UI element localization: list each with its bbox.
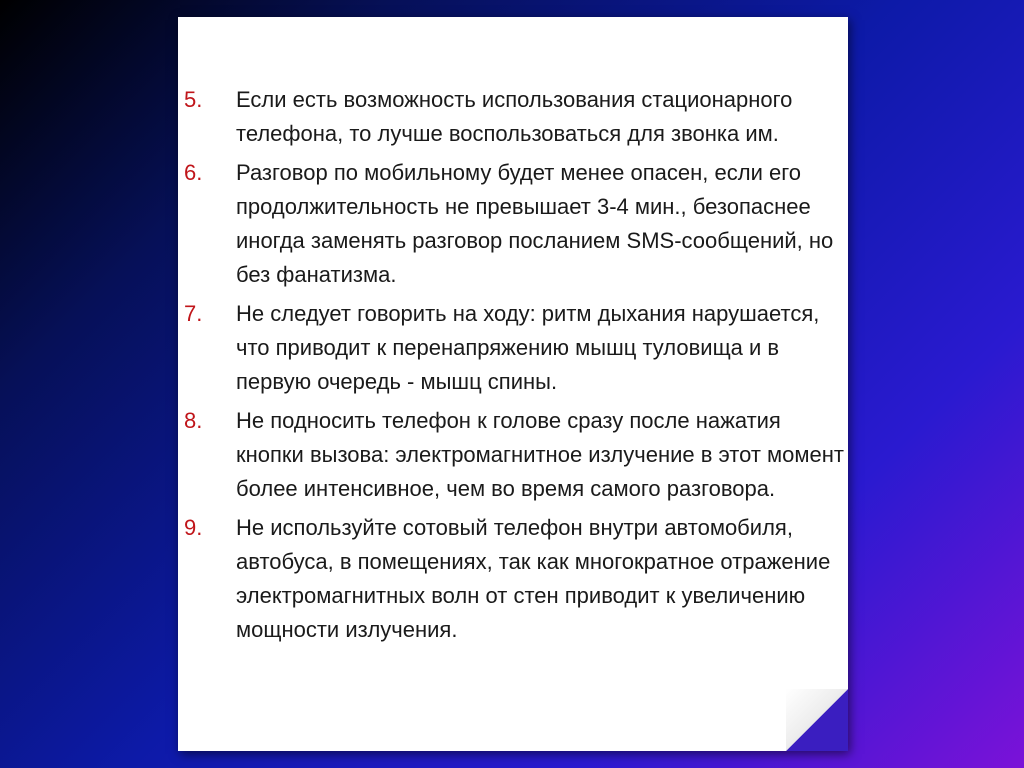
- list-item-number: 8.: [184, 408, 203, 433]
- list-item-text: Не используйте сотовый телефон внутри автомобиля, автобуса, в помещениях, так как многократное отражение электромагнитных волн от стен приводит к увеличению мощности излучения.: [236, 515, 831, 642]
- list-item-text: Не подносить телефон к голове сразу после нажатия кнопки вызова: электромагнитное излучение в этот момент более интенсивное, чем во время самого разговора.: [236, 408, 844, 501]
- list-item: [184, 83, 844, 151]
- list-item-text: Не следует говорить на ходу: ритм дыхания нарушается, что приводит к перенапряжению мышц туловища и в первую очередь - мышц спины.: [236, 301, 820, 394]
- list-item: [184, 156, 844, 292]
- numbered-list: [184, 83, 844, 652]
- list-item-number: 9.: [184, 515, 203, 540]
- list-item-number: 5.: [184, 87, 203, 112]
- list-item: [184, 404, 844, 506]
- list-item: [184, 297, 844, 399]
- list-item-number: 6.: [184, 160, 203, 185]
- list-item-number: 7.: [184, 301, 203, 326]
- list-item: [184, 511, 844, 647]
- list-item-text: Разговор по мобильному будет менее опасен, если его продолжительность не превышает 3-4 мин., безопаснее иногда заменять разговор посланием SMS-сообщений, но без фанатизма.: [236, 160, 834, 287]
- list-item-text: Если есть возможность использования стационарного телефона, то лучше воспользоваться для звонка им.: [236, 87, 793, 146]
- document-page: [178, 17, 848, 751]
